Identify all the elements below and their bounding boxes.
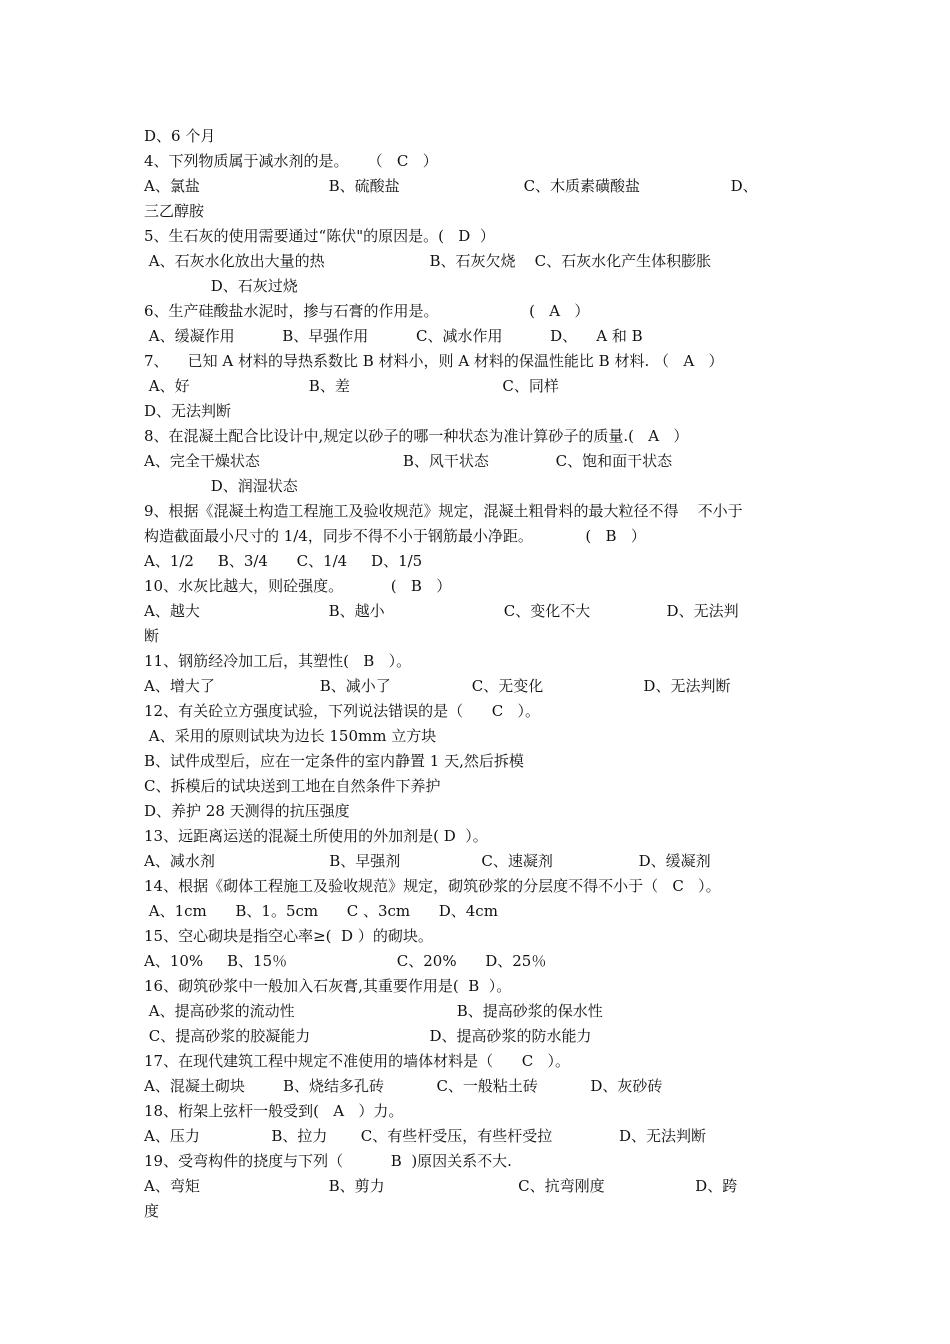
question-16: 16、砌筑砂浆中一般加入石灰膏,其重要作用是( B ）。 <box>144 977 512 995</box>
question-12: 12、有关砼立方强度试验，下列说法错误的是（ C ）。 <box>144 702 540 720</box>
question-8-options: A、完全干燥状态 B、风干状态 C、饱和面干状态 <box>144 452 673 470</box>
question-9: 9、根据《混凝土构造工程施工及验收规范》规定，混凝土粗骨料的最大粒径不得 不小于 <box>144 502 743 520</box>
question-15: 15、空心砌块是指空心率≥( D ）的砌块。 <box>144 927 433 945</box>
text-line: D、石灰过烧 <box>144 277 298 295</box>
text-line: 三乙醇胺 <box>144 202 205 220</box>
question-13-options: A、减水剂 B、早强剂 C、速凝剂 D、缓凝剂 <box>144 852 711 870</box>
question-14: 14、根据《砌体工程施工及验收规范》规定，砌筑砂浆的分层度不得不小于（ C ）。 <box>144 877 721 895</box>
question-12-option-d: D、养护 28 天测得的抗压强度 <box>144 802 350 820</box>
question-14-options: A、1cm B、1。5cm C 、3cm D、4cm <box>144 902 498 920</box>
text-line: 断 <box>144 627 160 645</box>
question-17: 17、在现代建筑工程中规定不准使用的墙体材料是（ C ）。 <box>144 1052 570 1070</box>
question-13: 13、远距离运送的混凝土所使用的外加剂是( D ）。 <box>144 827 488 845</box>
question-19: 19、受弯构件的挠度与下列（ B )原因关系不大. <box>144 1152 512 1170</box>
question-4: 4、下列物质属于减水剂的是。 （ C ） <box>144 152 438 170</box>
question-18: 18、桁架上弦杆一般受到( A ）力。 <box>144 1102 404 1120</box>
text-line: D、6 个月 <box>144 127 216 145</box>
question-8: 8、在混凝土配合比设计中,规定以砂子的哪一种状态为准计算砂子的质量.( A ） <box>144 427 689 445</box>
question-12-option-a: A、采用的原则试块为边长 150mm 立方块 <box>144 727 437 745</box>
question-11: 11、钢筋经冷加工后，其塑性( B ）。 <box>144 652 412 670</box>
text-line: D、无法判断 <box>144 402 232 420</box>
question-17-options: A、混凝土砌块 B、烧结多孔砖 C、一般粘土砖 D、灰砂砖 <box>144 1077 663 1095</box>
question-5-options: A、石灰水化放出大量的热 B、石灰欠烧 C、石灰水化产生体积膨胀 <box>144 252 712 270</box>
question-10: 10、水灰比越大，则砼强度。 ( B ） <box>144 577 452 595</box>
question-7: 7、 已知 A 材料的导热系数比 B 材料小，则 A 材料的保温性能比 B 材料. （ A ） <box>144 352 724 370</box>
question-11-options: A、增大了 B、减小了 C、无变化 D、无法判断 <box>144 677 731 695</box>
question-18-options: A、压力 B、拉力 C、有些杆受压，有些杆受拉 D、无法判断 <box>144 1127 707 1145</box>
question-7-options: A、好 B、差 C、同样 <box>144 377 559 395</box>
text-line: D、润湿状态 <box>144 477 298 495</box>
question-4-options: A、氯盐 B、硫酸盐 C、木质素磺酸盐 D、 <box>144 177 758 195</box>
question-12-option-c: C、拆模后的试块送到工地在自然条件下养护 <box>144 777 441 795</box>
text-line: 度 <box>144 1202 160 1220</box>
question-9-options: A、1/2 B、3/4 C、1/4 D、1/5 <box>144 552 423 570</box>
question-6: 6、生产硅酸盐水泥时，掺与石膏的作用是。 ( A ） <box>144 302 590 320</box>
question-10-options: A、越大 B、越小 C、变化不大 D、无法判 <box>144 602 739 620</box>
question-16-options-ab: A、提高砂浆的流动性 B、提高砂浆的保水性 <box>144 1002 603 1020</box>
question-19-options: A、弯矩 B、剪力 C、抗弯刚度 D、跨 <box>144 1177 738 1195</box>
question-6-options: A、缓凝作用 B、早强作用 C、减水作用 D、 A 和 B <box>144 327 643 345</box>
question-16-options-cd: C、提高砂浆的胶凝能力 D、提高砂浆的防水能力 <box>144 1027 592 1045</box>
question-15-options: A、10% B、15％ C、20% D、25％ <box>144 952 547 970</box>
question-12-option-b: B、试件成型后，应在一定条件的室内静置 1 天,然后拆模 <box>144 752 524 770</box>
question-5: 5、生石灰的使用需要通过“陈伏"的原因是。( D ） <box>144 227 495 245</box>
text-line: 构造截面最小尺寸的 1/4，同步不得不小于钢筋最小净距。 ( B ） <box>144 527 646 545</box>
